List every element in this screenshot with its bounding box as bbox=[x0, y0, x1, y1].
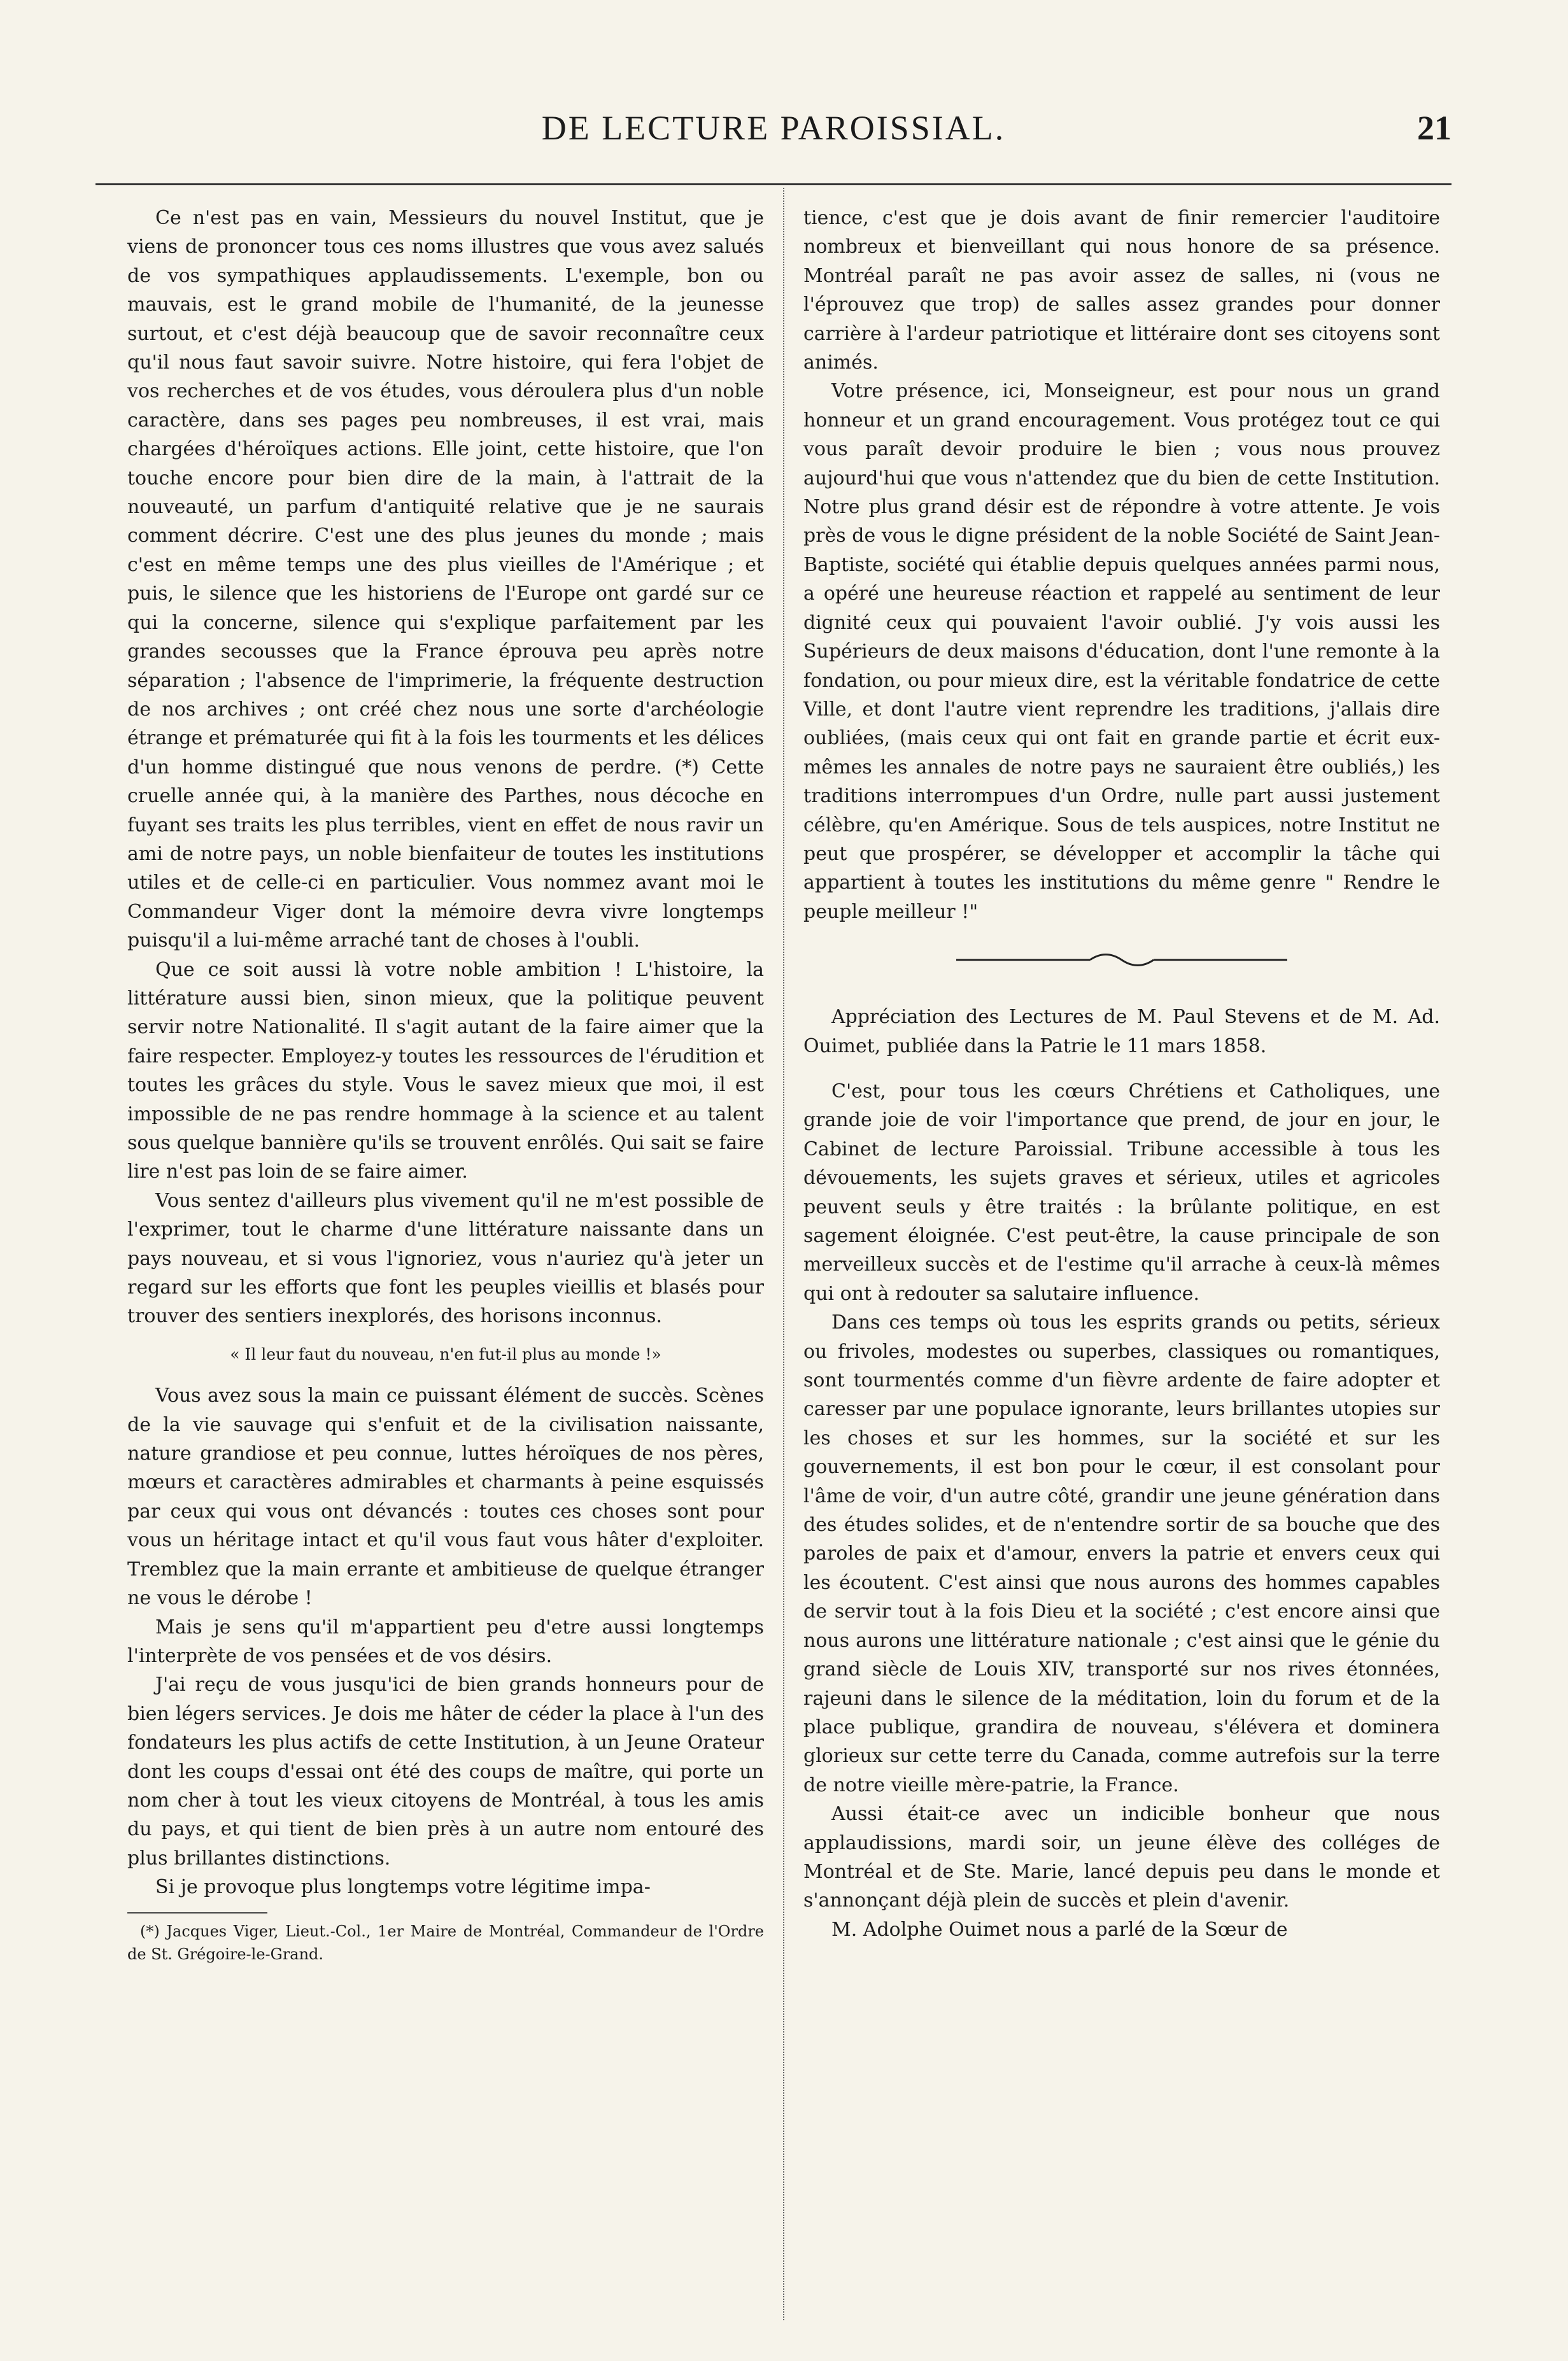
paragraph: Si je provoque plus longtemps votre légitime impa- bbox=[155, 1876, 651, 1899]
paragraph: Mais je sens qu'il m'appartient peu d'etre aussi longtemps l'interprète de vos pensées et de vos désirs. bbox=[127, 1616, 764, 1667]
footnote: (*) Jacques Viger, Lieut.-Col., 1er Maire de Montréal, Commandeur de l'Ordre de St. Grégoire-le-Grand. bbox=[127, 1922, 764, 1963]
paragraph: Dans ces temps où tous les esprits grands ou petits, sérieux ou frivoles, modestes ou superbes, classiques ou romantiques, sont tourmentés comme d'un fièvre ardente de faire adopter et caresser par une populace ignorante, leurs brillantes utopies sur les choses et sur les hommes, sur la société et sur les gouvernements, il est bon pour le cœur, il est consolant pour l'âme de voir, d'un autre côté, grandir une jeune génération dans des études solides, et de n'entendre sortir de sa bouche que des paroles de paix et d'amour, envers la patrie et envers ceux qui les écoutent. C'est ainsi que nous aurons des hommes capables de servir tout à la fois Dieu et la société ; c'est encore ainsi que nous aurons une littérature nationale ; c'est ainsi que le génie du grand siècle de Louis XIV, transporté sur nos rives étonnées, rajeuni dans le silence de la méditation, loin du forum et de la place publique, grandira de nouveau, s'élévera et dominera glorieux sur cette terre du Canada, comme autrefois sur la terre de notre vieille mère-patrie, la France. bbox=[803, 1311, 1440, 1796]
left-column bbox=[127, 204, 764, 1966]
paragraph: Vous avez sous la main ce puissant élément de succès. Scènes de la vie sauvage qui s'enfuit et de la civilisation naissante, nature grandiose et peu connue, luttes héroïques de nos pères, mœurs et caractères admirables et charmants à peine esquissés par ceux qui vous ont dévancés : toutes ces choses sont pour vous un héritage intact et qu'il vous faut vous hâter d'exploiter. Tremblez que la main errante et ambitieuse de quelque étranger ne vous le dérobe ! bbox=[127, 1385, 764, 1610]
running-title: DE LECTURE PAROISSIAL. bbox=[541, 109, 1006, 147]
paragraph: C'est, pour tous les cœurs Chrétiens et Catholiques, une grande joie de voir l'importance que prend, de jour en jour, le Cabinet de lecture Paroissial. Tribune accessible à tous les dévouements, les sujets graves et sérieux, utiles et agricoles peuvent seuls y être traités : la brûlante politique, en est sagement éloignée. C'est peut-être, la cause principale de son merveilleux succès et de l'estime qu'il arrache à ceux-là mêmes qui ont à redouter sa salutaire influence. bbox=[803, 1080, 1440, 1305]
ornament-divider bbox=[931, 944, 1313, 976]
paragraph: Vous sentez d'ailleurs plus vivement qu'il ne m'est possible de l'exprimer, tout le charme d'une littérature naissante dans un pays nouveau, et si vous l'ignoriez, vous n'auriez qu'à jeter un regard sur les efforts que font les peuples vieillis et blasés pour trouver des sentiers inexplorés, des horisons inconnus. bbox=[127, 1189, 764, 1328]
quote-line: « Il leur faut du nouveau, n'en fut-il plus au monde !» bbox=[230, 1344, 661, 1364]
paragraph: Aussi était-ce avec un indicible bonheur que nous applaudissions, mardi soir, un jeune élève des colléges de Montréal et de Ste. Marie, lancé depuis peu dans le monde et s'annonçant déjà plein de succès et plein d'avenir. bbox=[803, 1803, 1440, 1912]
paragraph: M. Adolphe Ouimet nous a parlé de la Sœur de bbox=[831, 1918, 1288, 1941]
running-header bbox=[95, 95, 1451, 153]
paragraph: Votre présence, ici, Monseigneur, est pour nous un grand honneur et un grand encouragement. Vous protégez tout ce qui vous paraît devoir produire le bien ; vous nous prouvez aujourd'hui que vous n'attendez que du bien de cette Institution. Notre plus grand désir est de répondre à votre attente. Je vois près de vous le digne président de la noble Société de Saint Jean-Baptiste, société qui établie depuis quelques années parmi nous, a opéré une heureuse réaction et rappelé au sentiment de leur dignité ceux qui pouvaient l'avoir oublié. J'y vois aussi les Supérieurs de deux maisons d'éducation, dont l'une remonte à la fondation, ou pour mieux dire, est la véritable fondatrice de cette Ville, et dont l'autre vient reprendre les traditions, j'allais dire oubliées, (mais ceux qui ont fait en grande partie et écrit eux-mêmes les annales de notre pays ne sauraient être oubliés,) les traditions interrompues d'un Ordre, nulle part aussi justement célèbre, qu'en Amérique. Sous de tels auspices, notre Institut ne peut que prospérer, se développer et accomplir la tâche qui appartient à toutes les institutions du même genre " Rendre le peuple meilleur !" bbox=[803, 380, 1440, 923]
ornament-flourish bbox=[1090, 955, 1154, 966]
paragraph: Que ce soit aussi là votre noble ambition ! L'histoire, la littérature aussi bien, sinon mieux, que la politique peuvent servir notre Nationalité. Il s'agit autant de la faire aimer que la faire respecter. Employez-y toutes les ressources de l'érudition et toutes les grâces du style. Vous le savez mieux que moi, il est impossible de ne pas rendre hommage à la science et au talent sous quelque bannière qu'ils se trouvent enrôlés. Qui sait se faire lire n'est pas loin de se faire aimer. bbox=[127, 958, 764, 1183]
paragraph: J'ai reçu de vous jusqu'ici de bien grands honneurs pour de bien légers services. Je dois me hâter de céder la place à l'un des fondateurs les plus actifs de cette Institution, à un Jeune Orateur dont les coups d'essai ont été des coups de maître, qui porte un nom cher à tout les vieux citoyens de Montréal, à tous les amis du pays, et qui tient de bien près à un autre nom entouré des plus brillantes distinctions. bbox=[127, 1674, 764, 1870]
paragraph: Ce n'est pas en vain, Messieurs du nouvel Institut, que je viens de prononcer tous ces noms illustres que vous avez salués de vos sympathiques applaudissements. L'exemple, bon ou mauvais, est le grand mobile de l'humanité, de la jeunesse surtout, et c'est déjà beaucoup que de savoir reconnaître ceux qu'il nous faut savoir suivre. Notre histoire, qui fera l'objet de vos recherches et de vos études, vous déroulera plus d'un noble caractère, dans ses pages peu nombreuses, il est vrai, mais chargées d'héroïques actions. Elle joint, cette histoire, que l'on touche encore pour bien dire de la main, à l'attrait de la nouveauté, un parfum d'antiquité relative que je ne saurais comment décrire. C'est une des plus jeunes du monde ; mais c'est en même temps une des plus vieilles de l'Amérique ; et puis, le silence que les historiens de l'Europe ont gardé sur ce qui la concerne, silence qui s'explique parfaitement par les grandes secousses que la France éprouva peu après notre séparation ; l'absence de l'imprimerie, la fréquente destruction de nos archives ; ont créé chez nous une sorte d'archéologie étrange et prématurée qui fit à la fois les tourments et les délices d'un homme distingué que nous venons de perdre. (*) Cette cruelle année qui, à la manière des Parthes, nous décoche en fuyant ses traits les plus terribles, vient en effet de nous ravir un ami de notre pays, un noble bienfaiteur de toutes les institutions utiles et de celle-ci en particulier. Vous nommez avant moi le Commandeur Viger dont la mémoire devra vivre longtemps puisqu'il a lui-même arraché tant de choses à l'oubli. bbox=[127, 207, 764, 952]
right-column bbox=[803, 204, 1440, 1944]
column-divider bbox=[783, 188, 784, 2320]
page-number: 21 bbox=[1417, 109, 1451, 147]
footnote-rule bbox=[127, 1912, 267, 1913]
header-rule bbox=[95, 183, 1451, 185]
announcement: Appréciation des Lectures de M. Paul Stevens et de M. Ad. Ouimet, publiée dans la Patrie le 11 mars 1858. bbox=[803, 1006, 1440, 1057]
paragraph: tience, c'est que je dois avant de finir remercier l'auditoire nombreux et bienveillant qui nous honore de sa présence. Montréal paraît ne pas avoir assez de salles, ni (vous ne l'éprouvez que trop) de salles assez grandes pour donner carrière à l'ardeur patriotique et littéraire dont ses citoyens sont animés. bbox=[803, 207, 1440, 374]
